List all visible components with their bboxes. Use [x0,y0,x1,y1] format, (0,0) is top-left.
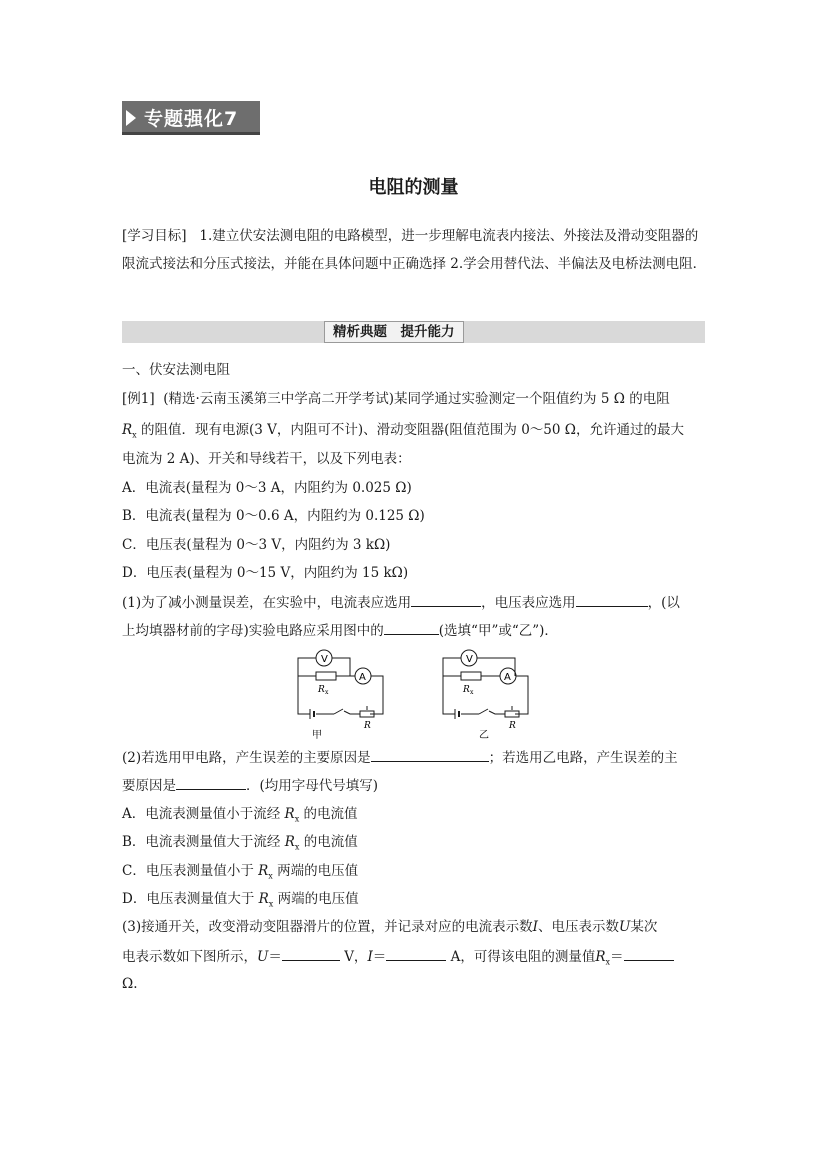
learning-objectives [122,222,707,278]
objectives-tag: [学习目标] [122,228,187,244]
section-bar-label: 精析典题 提升能力 [324,321,464,343]
rheostat-label: R [364,721,371,731]
answer-blank[interactable] [384,620,439,635]
circuit-yi [443,650,528,719]
resistor-sub: x [470,689,474,696]
q2-option-b: B．电流表测量值大于流经 $R_x$ 的电流值 [122,834,358,852]
question-1-line-1: (1)为了减小测量误差，在实验中，电流表应选用 ，电压表应选用 ，(以 [122,592,680,613]
section-badge [122,101,260,135]
example-line-3: 电流为 2 A)、开关和导线若干，以及下列电表： [122,451,411,467]
answer-blank[interactable] [282,946,340,961]
switch-icon [479,709,488,714]
question-3-line-2: 电表示数如下图所示，U＝ V，I＝ A，可得该电阻的测量值$R_x=$ [122,946,674,973]
objectives-text: 1.建立伏安法测电阻的电路模型，进一步理解电流表内接法、外接法及滑动变阻器的限流式接法和分压式接法，并能在具体问题中正确选择 2.学会用替代法、半偏法及电桥法测电阻． [122,228,707,272]
section-heading: 一、伏安法测电阻 [122,362,230,378]
ammeter-label: A [359,672,366,683]
option-b: B．电流表(量程为 0～0.6 A，内阻约为 0.125 Ω) [122,508,425,524]
answer-blank[interactable] [371,747,489,762]
question-1-line-2: 上均填器材前的字母)实验电路应采用图中的 (选填“甲”或“乙”)． [122,620,558,641]
caption-yi: 乙 [479,730,489,741]
answer-blank[interactable] [624,946,674,961]
answer-blank[interactable] [176,775,246,790]
example-tag: [例1] [122,391,155,407]
option-d: D．电压表(量程为 0～15 V，内阻约为 15 kΩ) [122,565,409,581]
question-2-line-2: 要原因是 ．(均用字母代号填写) [122,775,378,796]
q2-option-c: C．电压表测量值小于 $R_x$ 两端的电压值 [122,863,359,881]
badge-label: 专题强化7 [144,108,239,130]
resistor-icon [316,672,336,680]
q2-option-a: A．电流表测量值小于流经 $R_x$ 的电流值 [122,806,358,824]
rheostat-label: R [509,721,516,731]
option-a: A．电流表(量程为 0～3 A，内阻约为 0.025 Ω) [122,480,412,496]
question-2-line-1: (2)若选用甲电路，产生误差的主要原因是 ；若选用乙电路，产生误差的主 [122,747,678,768]
voltmeter-label: V [466,654,473,665]
resistor-icon [461,672,481,680]
ammeter-label: A [504,672,511,683]
answer-blank[interactable] [386,946,446,961]
example-line-1 [122,389,670,409]
question-3-line-1: (3)接通开关，改变滑动变阻器滑片的位置，并记录对应的电流表示数I、电压表示数U某次 [122,919,658,935]
circuit-diagrams [288,648,538,744]
q2-option-d: D．电压表测量值大于 $R_x$ 两端的电压值 [122,891,359,909]
resistor-label: R [318,685,325,695]
circuit-jia [298,650,383,719]
voltmeter-label: V [321,654,328,665]
option-c: C．电压表(量程为 0～3 V，内阻约为 3 kΩ) [122,537,391,553]
resistor-label: R [463,685,470,695]
question-3-line-3: Ω. [122,976,138,992]
page-title: 电阻的测量 [368,177,459,198]
example-line-2: $R_x$ 的阻值．现有电源(3 V，内阻可不计)、滑动变阻器(阻值范围为 0～50 Ω，允许通过的最大 [122,422,684,440]
arrow-icon [126,110,136,126]
answer-blank[interactable] [576,592,648,607]
example-source: (精选·云南玉溪第三中学高二开学考试) [163,391,395,407]
section-bar [122,321,705,343]
resistor-sub: x [325,689,329,696]
caption-jia: 甲 [312,730,322,741]
switch-icon [334,709,343,714]
example-text-1: 某同学通过实验测定一个阻值约为 5 Ω 的电阻 [394,391,670,407]
answer-blank[interactable] [411,592,481,607]
